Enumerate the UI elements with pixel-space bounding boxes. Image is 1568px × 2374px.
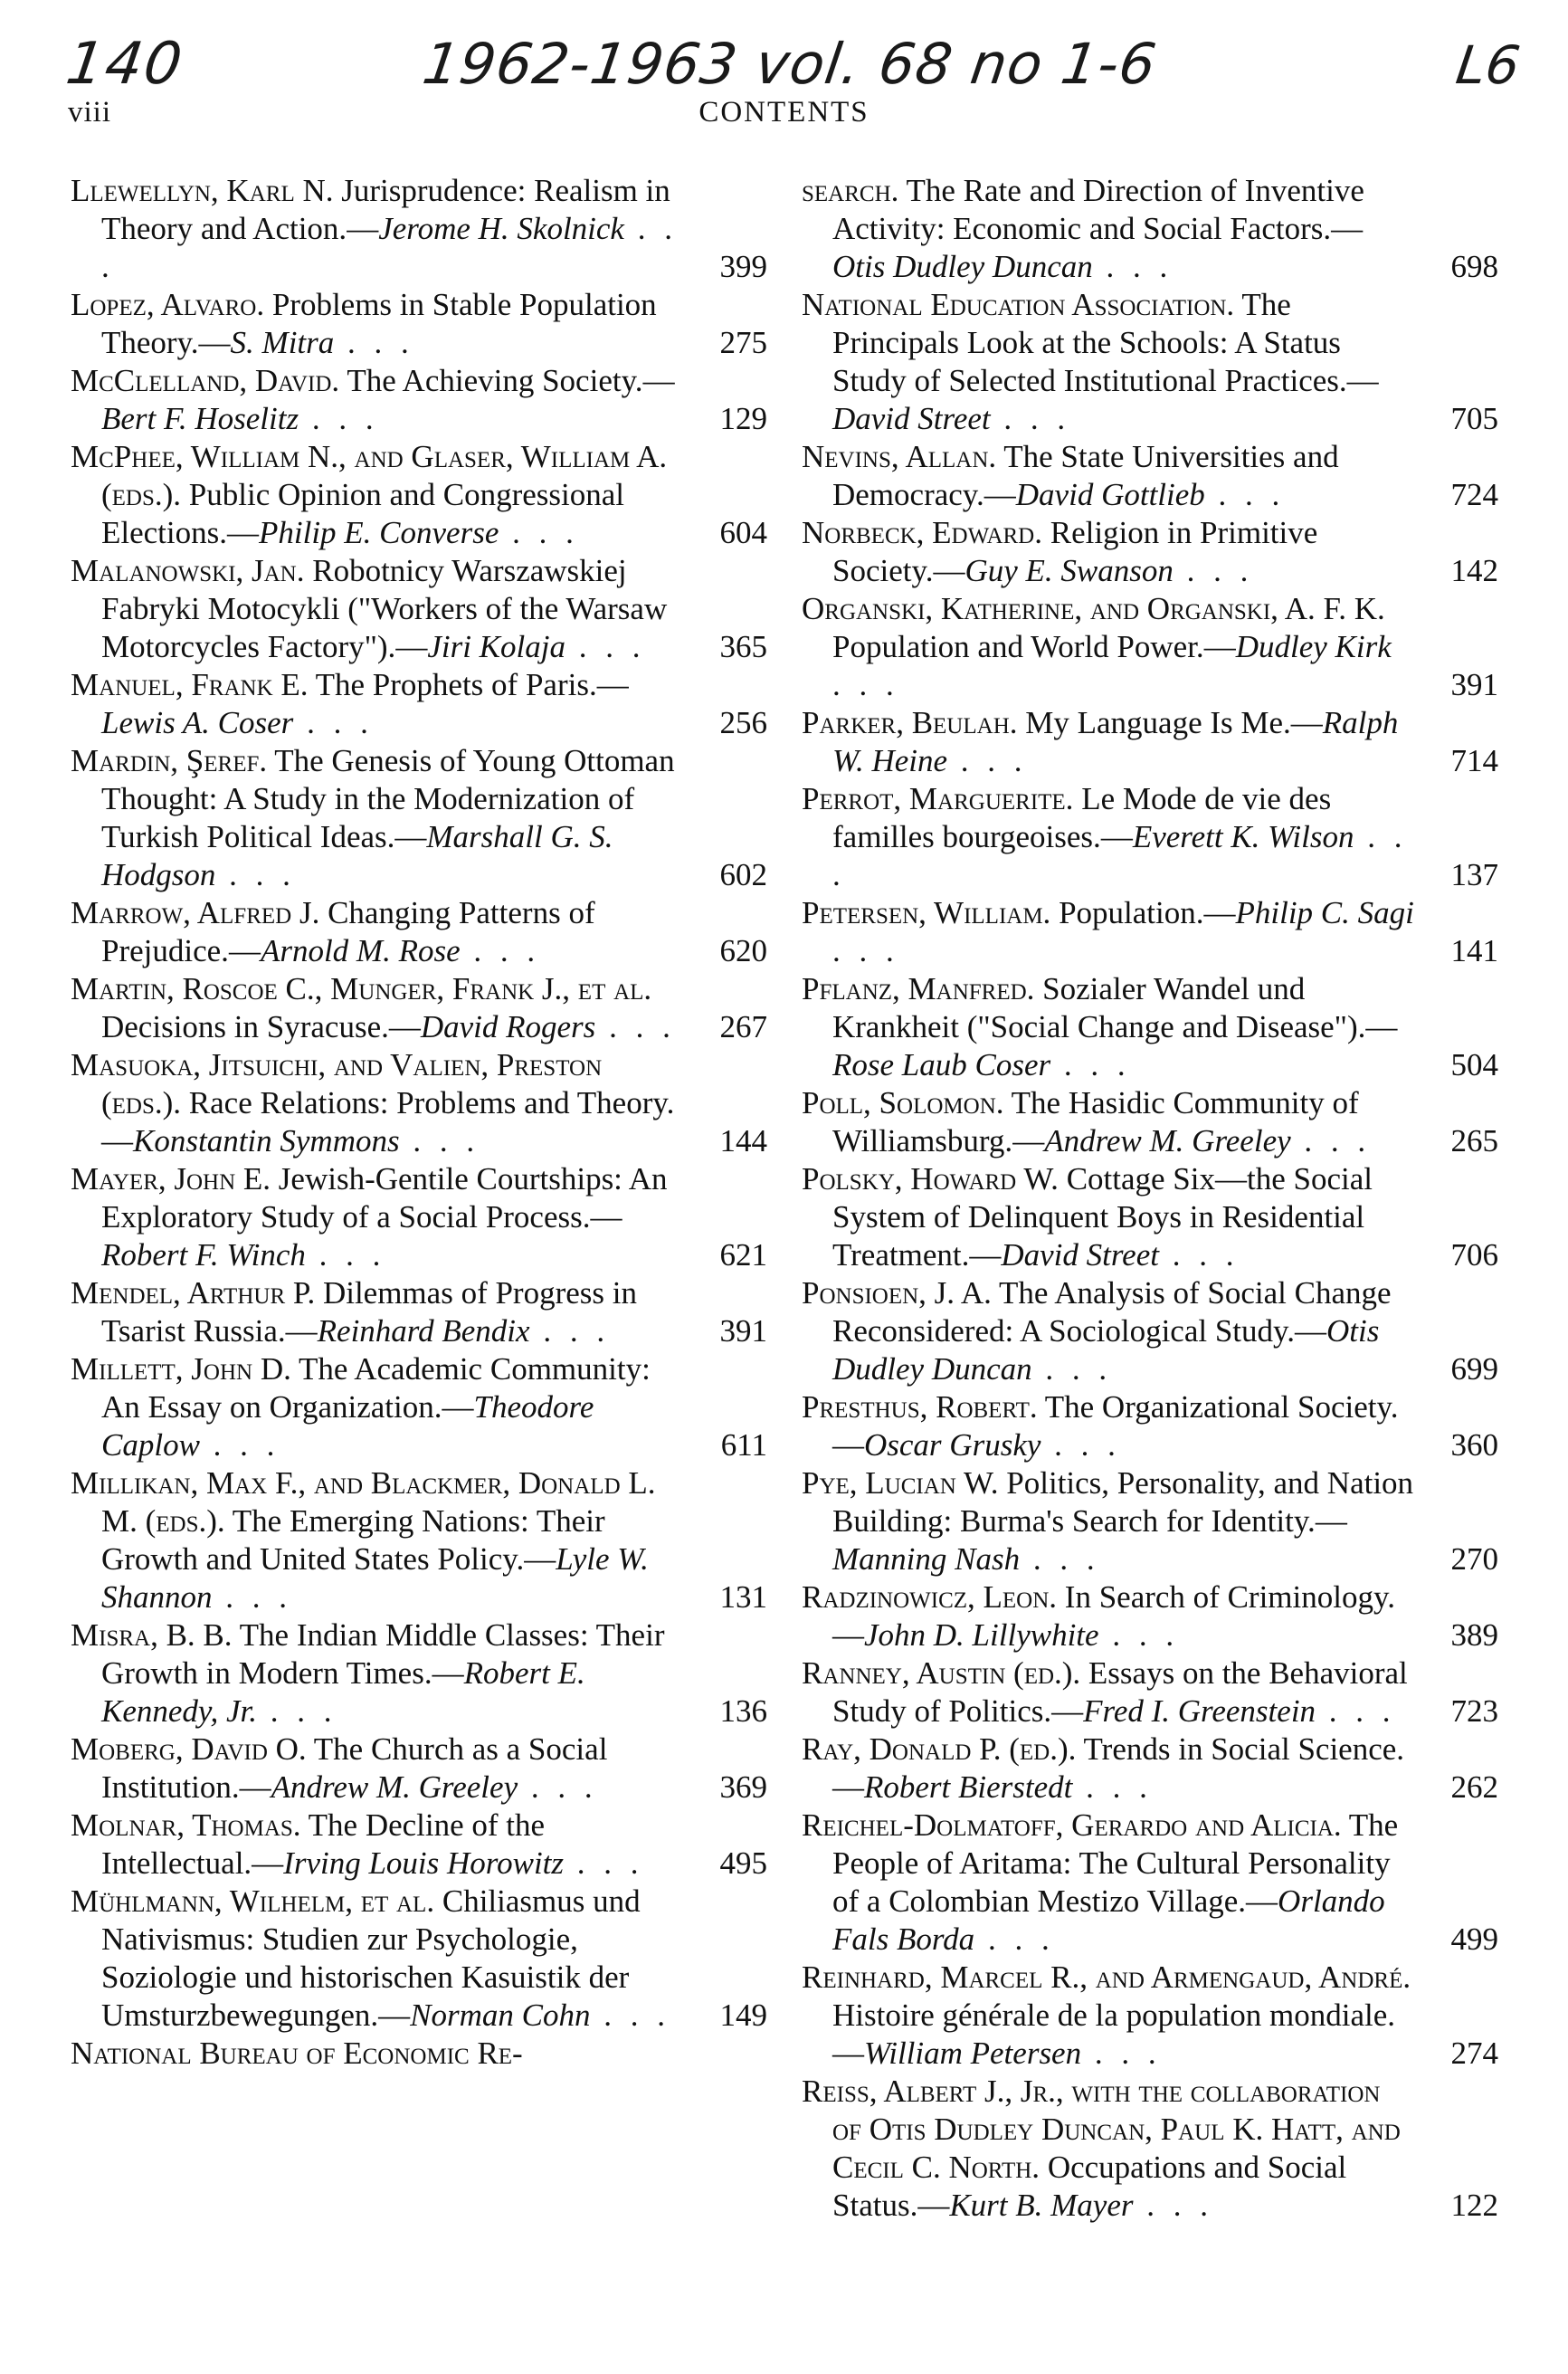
em-dash: — bbox=[395, 629, 428, 664]
toc-entry bbox=[802, 1959, 1498, 2073]
toc-entry bbox=[802, 590, 1498, 704]
entry-author: Molnar, Thomas. bbox=[71, 1807, 301, 1843]
toc-entry bbox=[802, 894, 1498, 970]
page-folio: viii bbox=[68, 96, 112, 129]
entry-title: The Decline of the Intellectual. bbox=[101, 1807, 546, 1881]
entry-page-number: 270 bbox=[1450, 1541, 1498, 1577]
dot-leader: . . . bbox=[518, 1769, 598, 1805]
entry-title: Politics, Personality, and Nation Building: Burma's Search for Identity. bbox=[832, 1465, 1414, 1539]
toc-entry bbox=[802, 1730, 1498, 1807]
entry-title: Dilemmas of Progress in Tsarist Russia. bbox=[101, 1275, 637, 1349]
em-dash: — bbox=[101, 1123, 133, 1158]
entry-page-number: 391 bbox=[1450, 667, 1498, 702]
em-dash: — bbox=[1365, 1009, 1398, 1044]
entry-page-number: 699 bbox=[1450, 1351, 1498, 1387]
left-column bbox=[71, 172, 767, 2073]
entry-title: The Genesis of Young Ottoman Thought: A Study in the Modernization of Turkish Political Ideas. bbox=[101, 743, 675, 854]
dot-leader: . . . bbox=[101, 211, 678, 284]
entry-author: Llewellyn, Karl N. bbox=[71, 173, 334, 208]
entry-page-number: 604 bbox=[719, 515, 767, 550]
entry-author: search. bbox=[802, 173, 899, 208]
toc-entry bbox=[71, 1730, 767, 1807]
entry-title: Race Relations: Problems and Theory. bbox=[188, 1085, 675, 1120]
dot-leader: . . . bbox=[499, 515, 579, 550]
entry-author: Ranney, Austin (ed.). bbox=[802, 1655, 1081, 1691]
entry-page-number: 122 bbox=[1450, 2188, 1498, 2223]
entry-page-number: 142 bbox=[1450, 553, 1498, 588]
entry-author: Parker, Beulah. bbox=[802, 705, 1018, 740]
toc-entry bbox=[71, 362, 767, 438]
entry-reviewer: S. Mitra bbox=[230, 325, 335, 360]
toc-entry bbox=[71, 286, 767, 362]
em-dash: — bbox=[394, 819, 427, 854]
entry-page-number: 274 bbox=[1450, 2036, 1498, 2071]
entry-reviewer: Konstantin Symmons bbox=[133, 1123, 400, 1158]
entry-page-number: 391 bbox=[719, 1313, 767, 1349]
entry-author: National Bureau of Economic Re- bbox=[71, 2036, 523, 2071]
entry-title: Jewish-Gentile Courtships: An Exploratory Study of a Social Process. bbox=[101, 1161, 668, 1235]
entry-author: Ray, Donald P. (ed.). bbox=[802, 1731, 1077, 1767]
em-dash: — bbox=[252, 1845, 284, 1881]
em-dash: — bbox=[198, 325, 231, 360]
entry-page-number: 698 bbox=[1450, 249, 1498, 284]
entry-title: Occupations and Social Status. bbox=[832, 2150, 1347, 2223]
entry-reviewer: Bert F. Hoselitz bbox=[101, 401, 299, 436]
em-dash: — bbox=[596, 667, 629, 702]
entry-page-number: 389 bbox=[1450, 1617, 1498, 1653]
dot-leader: . . . bbox=[565, 629, 646, 664]
em-dash: — bbox=[917, 2188, 950, 2223]
entry-author: Perrot, Marguerite. bbox=[802, 781, 1074, 816]
toc-entry bbox=[71, 1464, 767, 1616]
entry-reviewer: David Rogers bbox=[420, 1009, 596, 1044]
entry-title: Sozialer Wandel und Krankheit ("Social Change and Disease"). bbox=[832, 971, 1366, 1044]
toc-entry bbox=[802, 970, 1498, 1084]
toc-entry bbox=[71, 742, 767, 894]
em-dash: — bbox=[832, 1617, 864, 1653]
entry-reviewer: David Street bbox=[832, 401, 991, 436]
toc-entry bbox=[71, 552, 767, 666]
toc-entry bbox=[802, 780, 1498, 894]
em-dash: — bbox=[432, 1655, 464, 1691]
dot-leader: . . . bbox=[832, 819, 1408, 892]
em-dash: — bbox=[984, 477, 1016, 512]
toc-entry bbox=[802, 1654, 1498, 1730]
entry-page-number: 495 bbox=[719, 1845, 767, 1881]
dot-leader: . . . bbox=[1050, 1047, 1131, 1082]
handwritten-annotation-right: L6 bbox=[1452, 34, 1524, 96]
toc-entry bbox=[71, 1807, 767, 1883]
entry-title: The People of Aritama: The Cultural Personality of a Colombian Mestizo Village. bbox=[832, 1807, 1399, 1919]
entry-author: Mendel, Arthur P. bbox=[71, 1275, 316, 1311]
entry-author: Millikan, Max F., and Blackmer, Donald L. M. (eds.). bbox=[71, 1465, 656, 1539]
dot-leader: . . . bbox=[334, 325, 414, 360]
toc-entry bbox=[802, 2073, 1498, 2225]
dot-leader: . . . bbox=[590, 1997, 671, 2033]
entry-reviewer: Robert E. Kennedy, Jr. bbox=[101, 1655, 585, 1729]
entry-reviewer: Irving Louis Horowitz bbox=[283, 1845, 565, 1881]
entry-page-number: 275 bbox=[719, 325, 767, 360]
em-dash: — bbox=[1315, 1503, 1347, 1539]
em-dash: — bbox=[1051, 1693, 1084, 1729]
entry-title: The Hasidic Community of Williamsburg. bbox=[832, 1085, 1359, 1158]
entry-reviewer: Philip C. Sagi bbox=[1235, 895, 1414, 930]
dot-leader: . . . bbox=[199, 1427, 280, 1463]
entry-reviewer: Dudley Kirk bbox=[1235, 629, 1392, 664]
entry-title: Population and World Power. bbox=[832, 629, 1204, 664]
em-dash: — bbox=[832, 2036, 864, 2071]
entry-page-number: 499 bbox=[1450, 1921, 1498, 1957]
dot-leader: . . . bbox=[832, 667, 899, 702]
dot-leader: . . . bbox=[1092, 249, 1174, 284]
em-dash: — bbox=[1346, 363, 1379, 398]
entry-author: Reinhard, Marcel R., and Armengaud, André. bbox=[802, 1959, 1411, 1995]
entry-reviewer: Kurt B. Mayer bbox=[949, 2188, 1134, 2223]
entry-author: McPhee, William N., and Glaser, William A. (eds.). bbox=[71, 439, 668, 512]
entry-page-number: 724 bbox=[1450, 477, 1498, 512]
toc-entry bbox=[802, 1807, 1498, 1959]
running-title: CONTENTS bbox=[698, 96, 870, 129]
entry-title: The Academic Community: An Essay on Organization. bbox=[101, 1351, 651, 1425]
dot-leader: . . . bbox=[1098, 1617, 1180, 1653]
entry-author: Mayer, John E. bbox=[71, 1161, 271, 1197]
em-dash: — bbox=[1331, 211, 1364, 246]
entry-page-number: 714 bbox=[1450, 743, 1498, 778]
em-dash: — bbox=[388, 1009, 421, 1044]
entry-reviewer: Andrew M. Greeley bbox=[1044, 1123, 1291, 1158]
entry-author: Reichel-Dolmatoff, Gerardo and Alicia. bbox=[802, 1807, 1342, 1843]
toc-entry bbox=[802, 286, 1498, 438]
entry-page-number: 369 bbox=[719, 1769, 767, 1805]
entry-author: Norbeck, Edward. bbox=[802, 515, 1042, 550]
dot-leader: . . . bbox=[1031, 1351, 1113, 1387]
entry-title: Essays on the Behavioral Study of Politics. bbox=[832, 1655, 1408, 1729]
em-dash: — bbox=[1012, 1123, 1045, 1158]
entry-author: Masuoka, Jitsuichi, and Valien, Preston (eds.). bbox=[71, 1047, 603, 1120]
em-dash: — bbox=[442, 1389, 474, 1425]
em-dash: — bbox=[590, 1199, 622, 1235]
toc-entry bbox=[802, 514, 1498, 590]
em-dash: — bbox=[969, 1237, 1002, 1273]
entry-author: Polsky, Howard W. bbox=[802, 1161, 1059, 1197]
entry-title: Decisions in Syracuse. bbox=[101, 1009, 389, 1044]
entry-page-number: 620 bbox=[719, 933, 767, 968]
em-dash: — bbox=[1295, 1313, 1327, 1349]
toc-entry bbox=[71, 894, 767, 970]
dot-leader: . . . bbox=[1041, 1427, 1121, 1463]
dot-leader: . . . bbox=[399, 1123, 480, 1158]
entry-reviewer: Fred I. Greenstein bbox=[1083, 1693, 1316, 1729]
entry-reviewer: Robert Bierstedt bbox=[864, 1769, 1073, 1805]
entry-author: Organski, Katherine, and Organski, A. F. K. bbox=[802, 591, 1385, 626]
entry-reviewer: William Petersen bbox=[864, 2036, 1082, 2071]
entry-reviewer: Theodore Caplow bbox=[101, 1389, 594, 1463]
entry-page-number: 131 bbox=[719, 1579, 767, 1615]
em-dash: — bbox=[832, 1769, 864, 1805]
entry-reviewer: Lyle W. Shannon bbox=[101, 1541, 649, 1615]
entry-author: Poll, Solomon. bbox=[802, 1085, 1004, 1120]
entry-reviewer: Orlando Fals Borda bbox=[832, 1883, 1385, 1957]
entry-author: McClelland, David. bbox=[71, 363, 340, 398]
entry-title: The Rate and Direction of Inventive Activity: Economic and Social Factors. bbox=[832, 173, 1364, 246]
entry-reviewer: Jerome H. Skolnick bbox=[378, 211, 624, 246]
dot-leader: . . . bbox=[305, 1237, 386, 1273]
entry-reviewer: Arnold M. Rose bbox=[260, 933, 461, 968]
em-dash: — bbox=[524, 1541, 556, 1577]
handwritten-annotation-volume: 1962-1963 vol. 68 no 1-6 bbox=[418, 31, 1161, 97]
dot-leader: . . . bbox=[1158, 1237, 1240, 1273]
toc-entry bbox=[71, 1160, 767, 1274]
toc-entry bbox=[71, 1883, 767, 2035]
entry-author: Malanowski, Jan. bbox=[71, 553, 305, 588]
entry-title: In Search of Criminology. bbox=[1064, 1579, 1395, 1615]
entry-reviewer: Oscar Grusky bbox=[864, 1427, 1041, 1463]
em-dash: — bbox=[227, 515, 259, 550]
entry-page-number: 262 bbox=[1450, 1769, 1498, 1805]
entry-reviewer: Ralph W. Heine bbox=[832, 705, 1399, 778]
entry-author: Pye, Lucian W. bbox=[802, 1465, 999, 1501]
entry-reviewer: Norman Cohn bbox=[410, 1997, 591, 2033]
dot-leader: . . . bbox=[1173, 553, 1254, 588]
entry-title: Chiliasmus und Nativismus: Studien zur Psychologie, Soziologie und historischen Kasuistik der Umsturzbewegungen. bbox=[101, 1883, 641, 2033]
entry-title: The Indian Middle Classes: Their Growth in Modern Times. bbox=[101, 1617, 665, 1691]
entry-author: Millett, John D. bbox=[71, 1351, 291, 1387]
toc-entry bbox=[71, 1350, 767, 1464]
toc-entry bbox=[71, 970, 767, 1046]
dot-leader: . . . bbox=[564, 1845, 644, 1881]
dot-leader: . . . bbox=[1290, 1123, 1372, 1158]
entry-author: Petersen, William. bbox=[802, 895, 1051, 930]
entry-reviewer: Rose Laub Coser bbox=[832, 1047, 1051, 1082]
entry-reviewer: Jiri Kolaja bbox=[427, 629, 565, 664]
entry-page-number: 141 bbox=[1450, 933, 1498, 968]
dot-leader: . . . bbox=[1081, 2036, 1162, 2071]
entry-page-number: 621 bbox=[719, 1237, 767, 1273]
toc-entry bbox=[802, 438, 1498, 514]
entry-page-number: 602 bbox=[719, 857, 767, 892]
entry-title: Robotnicy Warszawskiej Fabryki Motocykli ("Workers of the Warsaw Motorcycles Factory"). bbox=[101, 553, 668, 664]
entry-author: Lopez, Alvaro. bbox=[71, 287, 265, 322]
toc-entry bbox=[802, 1464, 1498, 1578]
toc-entry bbox=[802, 1388, 1498, 1464]
toc-entry bbox=[71, 438, 767, 552]
entry-page-number: 265 bbox=[1450, 1123, 1498, 1158]
entry-title: The Church as a Social Institution. bbox=[101, 1731, 608, 1805]
entry-reviewer: John D. Lillywhite bbox=[864, 1617, 1099, 1653]
entry-author: Martin, Roscoe C., Munger, Frank J., et al. bbox=[71, 971, 652, 1006]
entry-page-number: 267 bbox=[719, 1009, 767, 1044]
entry-author: Pflanz, Manfred. bbox=[802, 971, 1035, 1006]
toc-entry bbox=[802, 1084, 1498, 1160]
em-dash: — bbox=[347, 211, 379, 246]
dot-leader: . . . bbox=[947, 743, 1028, 778]
entry-reviewer: Manning Nash bbox=[832, 1541, 1021, 1577]
dot-leader: . . . bbox=[1072, 1769, 1153, 1805]
entry-reviewer: Everett K. Wilson bbox=[1132, 819, 1354, 854]
entry-reviewer: Otis Dudley Duncan bbox=[832, 249, 1093, 284]
entry-reviewer: Marshall G. S. Hodgson bbox=[101, 819, 613, 892]
entry-reviewer: Otis Dudley Duncan bbox=[832, 1313, 1380, 1387]
entry-author: Manuel, Frank E. bbox=[71, 667, 309, 702]
entry-author: Misra, B. B. bbox=[71, 1617, 233, 1653]
entry-reviewer: David Street bbox=[1001, 1237, 1159, 1273]
entry-title: Problems in Stable Population Theory. bbox=[101, 287, 657, 360]
toc-entry bbox=[71, 1616, 767, 1730]
entry-page-number: 144 bbox=[719, 1123, 767, 1158]
entry-author: Radzinowicz, Leon. bbox=[802, 1579, 1058, 1615]
toc-entry bbox=[802, 1160, 1498, 1274]
entry-page-number: 706 bbox=[1450, 1237, 1498, 1273]
dot-leader: . . . bbox=[460, 933, 541, 968]
entry-title: The Achieving Society. bbox=[347, 363, 643, 398]
toc-entry bbox=[802, 1274, 1498, 1388]
dot-leader: . . . bbox=[215, 857, 296, 892]
entry-title: Trends in Social Science. bbox=[1083, 1731, 1405, 1767]
dot-leader: . . . bbox=[299, 401, 379, 436]
entry-page-number: 504 bbox=[1450, 1047, 1498, 1082]
toc-entry bbox=[71, 1046, 767, 1160]
handwritten-annotation-left: 140 bbox=[62, 31, 188, 98]
dot-leader: . . . bbox=[212, 1579, 292, 1615]
dot-leader: . . . bbox=[1133, 2188, 1213, 2223]
entry-author: National Education Association. bbox=[802, 287, 1235, 322]
entry-page-number: 129 bbox=[719, 401, 767, 436]
entry-reviewer: Philip E. Converse bbox=[259, 515, 499, 550]
entry-page-number: 723 bbox=[1450, 1693, 1498, 1729]
dot-leader: . . . bbox=[529, 1313, 611, 1349]
entry-title: The Prophets of Paris. bbox=[315, 667, 597, 702]
toc-entry bbox=[802, 704, 1498, 780]
toc-entry bbox=[802, 1578, 1498, 1654]
entry-page-number: 365 bbox=[719, 629, 767, 664]
entry-title: The Analysis of Social Change Reconsidered: A Sociological Study. bbox=[832, 1275, 1392, 1349]
right-column bbox=[802, 172, 1498, 2225]
em-dash: — bbox=[1246, 1883, 1278, 1919]
entry-title: The Principals Look at the Schools: A Status Study of Selected Institutional Practices. bbox=[832, 287, 1347, 398]
em-dash: — bbox=[1203, 629, 1236, 664]
entry-author: Nevins, Allan. bbox=[802, 439, 997, 474]
dot-leader: . . . bbox=[1316, 1693, 1396, 1729]
em-dash: — bbox=[642, 363, 675, 398]
entry-title: The State Universities and Democracy. bbox=[832, 439, 1339, 512]
entry-title: Changing Patterns of Prejudice. bbox=[101, 895, 595, 968]
entry-reviewer: Andrew M. Greeley bbox=[271, 1769, 518, 1805]
em-dash: — bbox=[239, 1769, 271, 1805]
entry-reviewer: Robert F. Winch bbox=[101, 1237, 306, 1273]
entry-page-number: 611 bbox=[720, 1427, 767, 1463]
dot-leader: . . . bbox=[1020, 1541, 1100, 1577]
dot-leader: . . . bbox=[832, 933, 899, 968]
dot-leader: . . . bbox=[974, 1921, 1055, 1957]
em-dash: — bbox=[1290, 705, 1323, 740]
entry-page-number: 256 bbox=[719, 705, 767, 740]
toc-entry bbox=[71, 1274, 767, 1350]
toc-entry bbox=[71, 172, 767, 286]
entry-title: Public Opinion and Congressional Elections. bbox=[101, 477, 625, 550]
entry-page-number: 136 bbox=[719, 1693, 767, 1729]
em-dash: — bbox=[378, 1997, 411, 2033]
entry-page-number: 149 bbox=[719, 1997, 767, 2033]
toc-entry bbox=[71, 2035, 767, 2073]
entry-reviewer: Guy E. Swanson bbox=[965, 553, 1174, 588]
entry-title: The Emerging Nations: Their Growth and United States Policy. bbox=[101, 1503, 605, 1577]
em-dash: — bbox=[1100, 819, 1133, 854]
entry-title: Le Mode de vie des familles bourgeoises. bbox=[832, 781, 1332, 854]
entry-author: Reiss, Albert J., Jr., with the collaboration of Otis Dudley Duncan, Paul K. Hatt, and Cecil C. North. bbox=[802, 2074, 1401, 2185]
entry-page-number: 399 bbox=[719, 249, 767, 284]
entry-title: Jurisprudence: Realism in Theory and Action. bbox=[101, 173, 670, 246]
em-dash: — bbox=[933, 553, 965, 588]
entry-title: Cottage Six—the Social System of Delinquent Boys in Residential Treatment. bbox=[832, 1161, 1373, 1273]
entry-reviewer: Reinhard Bendix bbox=[317, 1313, 530, 1349]
entry-reviewer: Lewis A. Coser bbox=[101, 705, 294, 740]
em-dash: — bbox=[832, 1427, 864, 1463]
entry-title: The Organizational Society. bbox=[1044, 1389, 1399, 1425]
entry-title: Religion in Primitive Society. bbox=[832, 515, 1318, 588]
toc-entry bbox=[71, 666, 767, 742]
dot-leader: . . . bbox=[990, 401, 1071, 436]
entry-page-number: 360 bbox=[1450, 1427, 1498, 1463]
entry-author: Mardin, Şeref. bbox=[71, 743, 268, 778]
entry-author: Moberg, David O. bbox=[71, 1731, 307, 1767]
entry-author: Ponsioen, J. A. bbox=[802, 1275, 992, 1311]
em-dash: — bbox=[285, 1313, 318, 1349]
dot-leader: . . . bbox=[293, 705, 374, 740]
entry-page-number: 705 bbox=[1450, 401, 1498, 436]
em-dash: — bbox=[228, 933, 261, 968]
entry-title: Histoire générale de la population mondiale. bbox=[832, 1997, 1396, 2033]
toc-entry bbox=[802, 172, 1498, 286]
entry-title: My Language Is Me. bbox=[1025, 705, 1291, 740]
entry-page-number: 137 bbox=[1450, 857, 1498, 892]
entry-author: Marrow, Alfred J. bbox=[71, 895, 320, 930]
dot-leader: . . . bbox=[595, 1009, 676, 1044]
dot-leader: . . . bbox=[1204, 477, 1286, 512]
entry-title: Population. bbox=[1059, 895, 1204, 930]
em-dash: — bbox=[1203, 895, 1236, 930]
entry-author: Mühlmann, Wilhelm, et al. bbox=[71, 1883, 435, 1919]
entry-author: Presthus, Robert. bbox=[802, 1389, 1038, 1425]
entry-reviewer: David Gottlieb bbox=[1015, 477, 1205, 512]
dot-leader: . . . bbox=[257, 1693, 337, 1729]
